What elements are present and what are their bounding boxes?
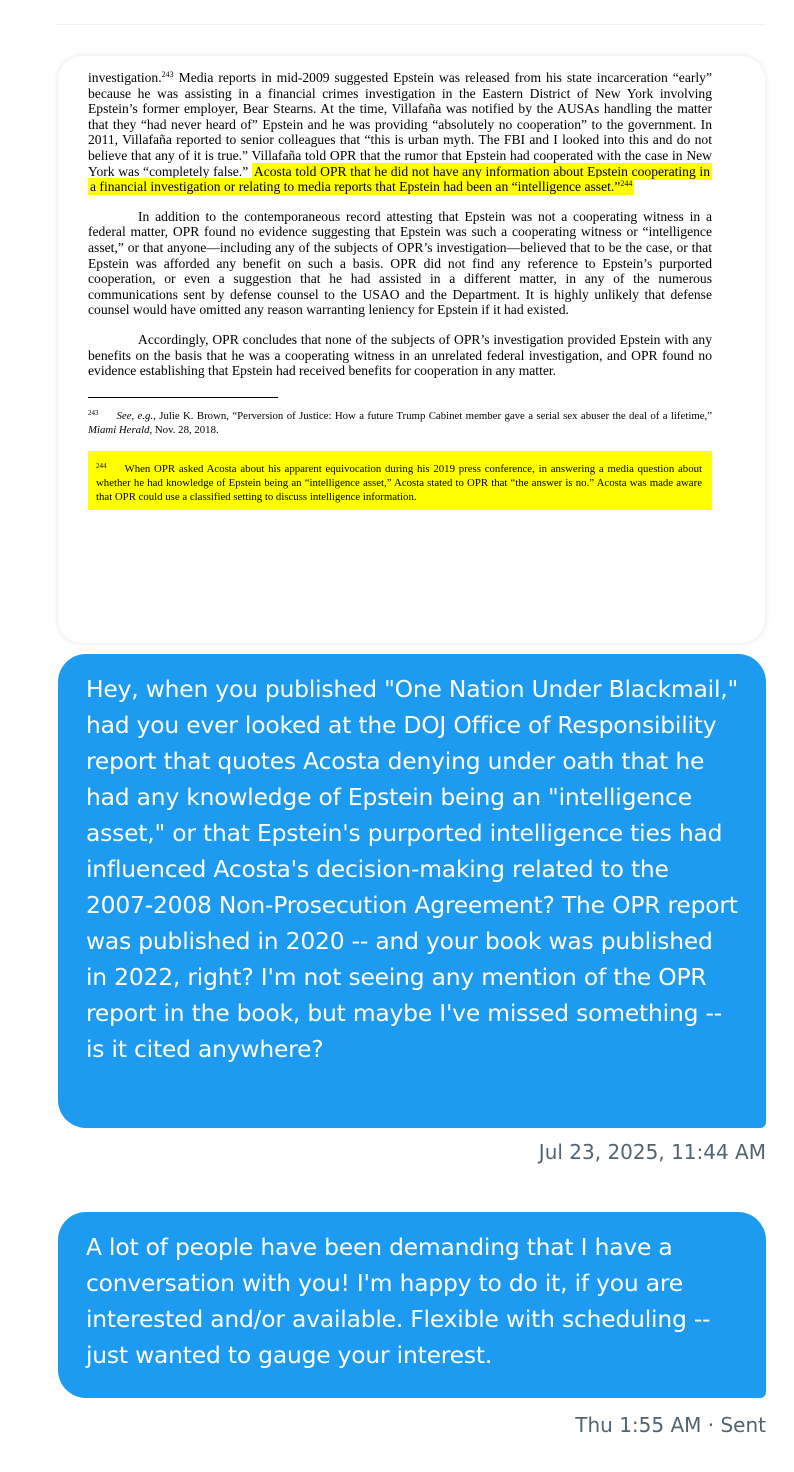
footnote-244	[88, 451, 712, 510]
footnote-divider	[88, 397, 278, 398]
paragraph1-body: Media reports in mid-2009 suggested Epstein was released from his state incarceration “early” because he was assisting in a financial crimes investigation in the Eastern District of New York involving Epstein’s former employer, Bear Stearns. At the time, Villafaña was notified by the AUSAs handling the matter that they “had never heard of” Epstein and he was providing “absolutely no cooperation” to the government. In 2011, Villafaña reported to senior colleagues that “this is urban myth. The FBI and I looked into this and do not believe that any of it is true.” Villafaña told OPR that the rumor that Epstein had cooperated with the case in New York was “completely false.”	[88, 70, 712, 179]
message-timestamp: Jul 23, 2025, 11:44 AM	[538, 1140, 766, 1164]
footnote-243-publication: Miami Herald	[88, 423, 150, 436]
document-excerpt	[88, 70, 712, 524]
footnote-244-text: When OPR asked Acosta about his apparent equivocation during his 2019 press conference, in answering a media question about whether he had knowledge of Epstein being an “intelligence asset,” Acosta stated to OPR that “the answer is no.” Acosta was made aware that OPR could use a classified setting to discuss intelligence information.	[96, 462, 702, 503]
image-attachment[interactable]	[58, 56, 765, 643]
highlighted-text: Acosta told OPR that he did not have any information about Epstein cooperating in a financial investigation or relating to media reports that Epstein had been an “intelligence asset.”	[90, 163, 711, 195]
footnote-243	[88, 406, 712, 437]
doc-paragraph-2: In addition to the contemporaneous record attesting that Epstein was not a cooperating witness in a federal matter, OPR found no evidence suggesting that Epstein was such a cooperating witness or “intelligence asset,” or that anyone—including any of the subjects of OPR’s investigation—believed that to be the case, or that Epstein was afforded any benefit on such a basis. OPR did not find any reference to Epstein’s purported cooperation, or even a suggestion that he had assisted in a different matter, in any of the numerous communications sent by defense counsel to the USAO and the Department. It is highly unlikely that defense counsel would have omitted any reason warranting leniency for Epstein if it had existed.	[88, 208, 712, 318]
footnote-243-date: , Nov. 28, 2018.	[149, 423, 219, 436]
footnote-244-number: 244	[96, 461, 107, 470]
footnote-243-text: Julie K. Brown, “Perversion of Justice: How a future Trump Cabinet member gave a serial sex abuser the deal of a lifetime,”	[155, 409, 712, 422]
message-bubble[interactable]: A lot of people have been demanding that I have a conversation with you! I'm happy to do it, if you are interested and/or available. Flexible with scheduling -- just wanted to gauge your interest.	[58, 1212, 766, 1398]
doc-paragraph-1	[88, 70, 712, 195]
message-status: Thu 1:55 AM · Sent	[575, 1413, 766, 1437]
doc-paragraph-3: Accordingly, OPR concludes that none of the subjects of OPR’s investigation provided Epstein with any benefits on the basis that he was a cooperating witness in an unrelated federal investigation, and OPR found no evidence establishing that Epstein had received benefits for cooperation in any matter.	[88, 331, 712, 379]
paragraph1-lead: investigation.	[88, 70, 162, 85]
footnote-243-see: See, e.g.,	[116, 409, 156, 422]
message-bubble[interactable]: Hey, when you published "One Nation Under Blackmail," had you ever looked at the DOJ Office of Responsibility report that quotes Acosta denying under oath that he had any knowledge of Epstein being an "intelligence asset," or that Epstein's purported intelligence ties had influenced Acosta's decision-making related to the 2007-2008 Non-Prosecution Agreement? The OPR report was published in 2020 -- and your book was published in 2022, right? I'm not seeing any mention of the OPR report in the book, but maybe I've missed something -- is it cited anywhere?	[58, 654, 766, 1128]
footnote-ref-243: 243	[161, 70, 174, 79]
footnote-ref-244: 244	[620, 179, 633, 189]
top-divider	[56, 24, 766, 25]
footnote-243-number: 243	[88, 408, 99, 417]
